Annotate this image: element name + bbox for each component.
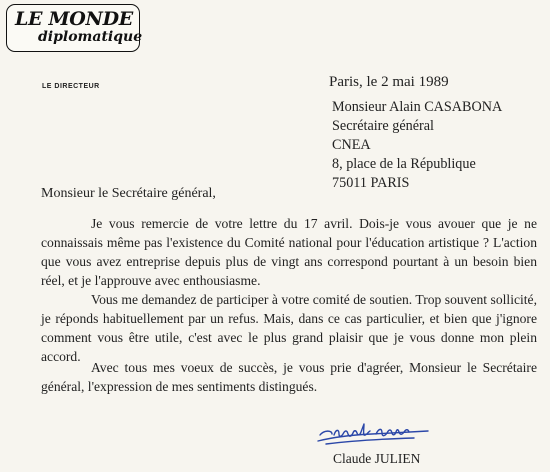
body-paragraph-1: Je vous remercie de votre lettre du 17 avril. Dois-je vous avouer que je ne connaissais même pas l'existence du Comité national pour l'éducation artistique ? L'action que vous avez entreprise depuis plus de vingt ans correspond pourtant à un besoin bien réel, et je l'approuve avec enthousiasme. <box>41 216 537 288</box>
logo-title: LE MONDE <box>15 8 133 30</box>
salutation: Monsieur le Secrétaire général, <box>41 186 216 201</box>
body-paragraph-3: Avec tous mes voeux de succès, je vous prie d'agréer, Monsieur le Secrétaire général, l'expression de mes sentiments distingués. <box>41 360 537 394</box>
signatory-name: Claude JULIEN <box>333 451 421 466</box>
recipient-street: 8, place de la République <box>332 156 476 172</box>
letter-date: Paris, le 2 mai 1989 <box>329 74 449 90</box>
recipient-name: Monsieur Alain CASABONA <box>332 99 503 115</box>
logo-subtitle: diplomatique <box>38 29 143 45</box>
recipient-address <box>332 98 502 193</box>
newspaper-logo <box>6 4 143 52</box>
handwritten-signature <box>310 418 440 452</box>
body-paragraph-2: Vous me demandez de participer à votre comité de soutien. Trop souvent sollicité, je réponds habituellement par un refus. Mais, dans ce cas particulier, et bien que j'ignore comment vous être utile, c'est avec le plus grand plaisir que je vous donne mon plein accord. <box>41 292 537 364</box>
director-label: LE DIRECTEUR <box>42 83 100 90</box>
recipient-organization: CNEA <box>332 137 371 153</box>
recipient-city: 75011 PARIS <box>332 175 410 191</box>
recipient-title: Secrétaire général <box>332 118 435 134</box>
